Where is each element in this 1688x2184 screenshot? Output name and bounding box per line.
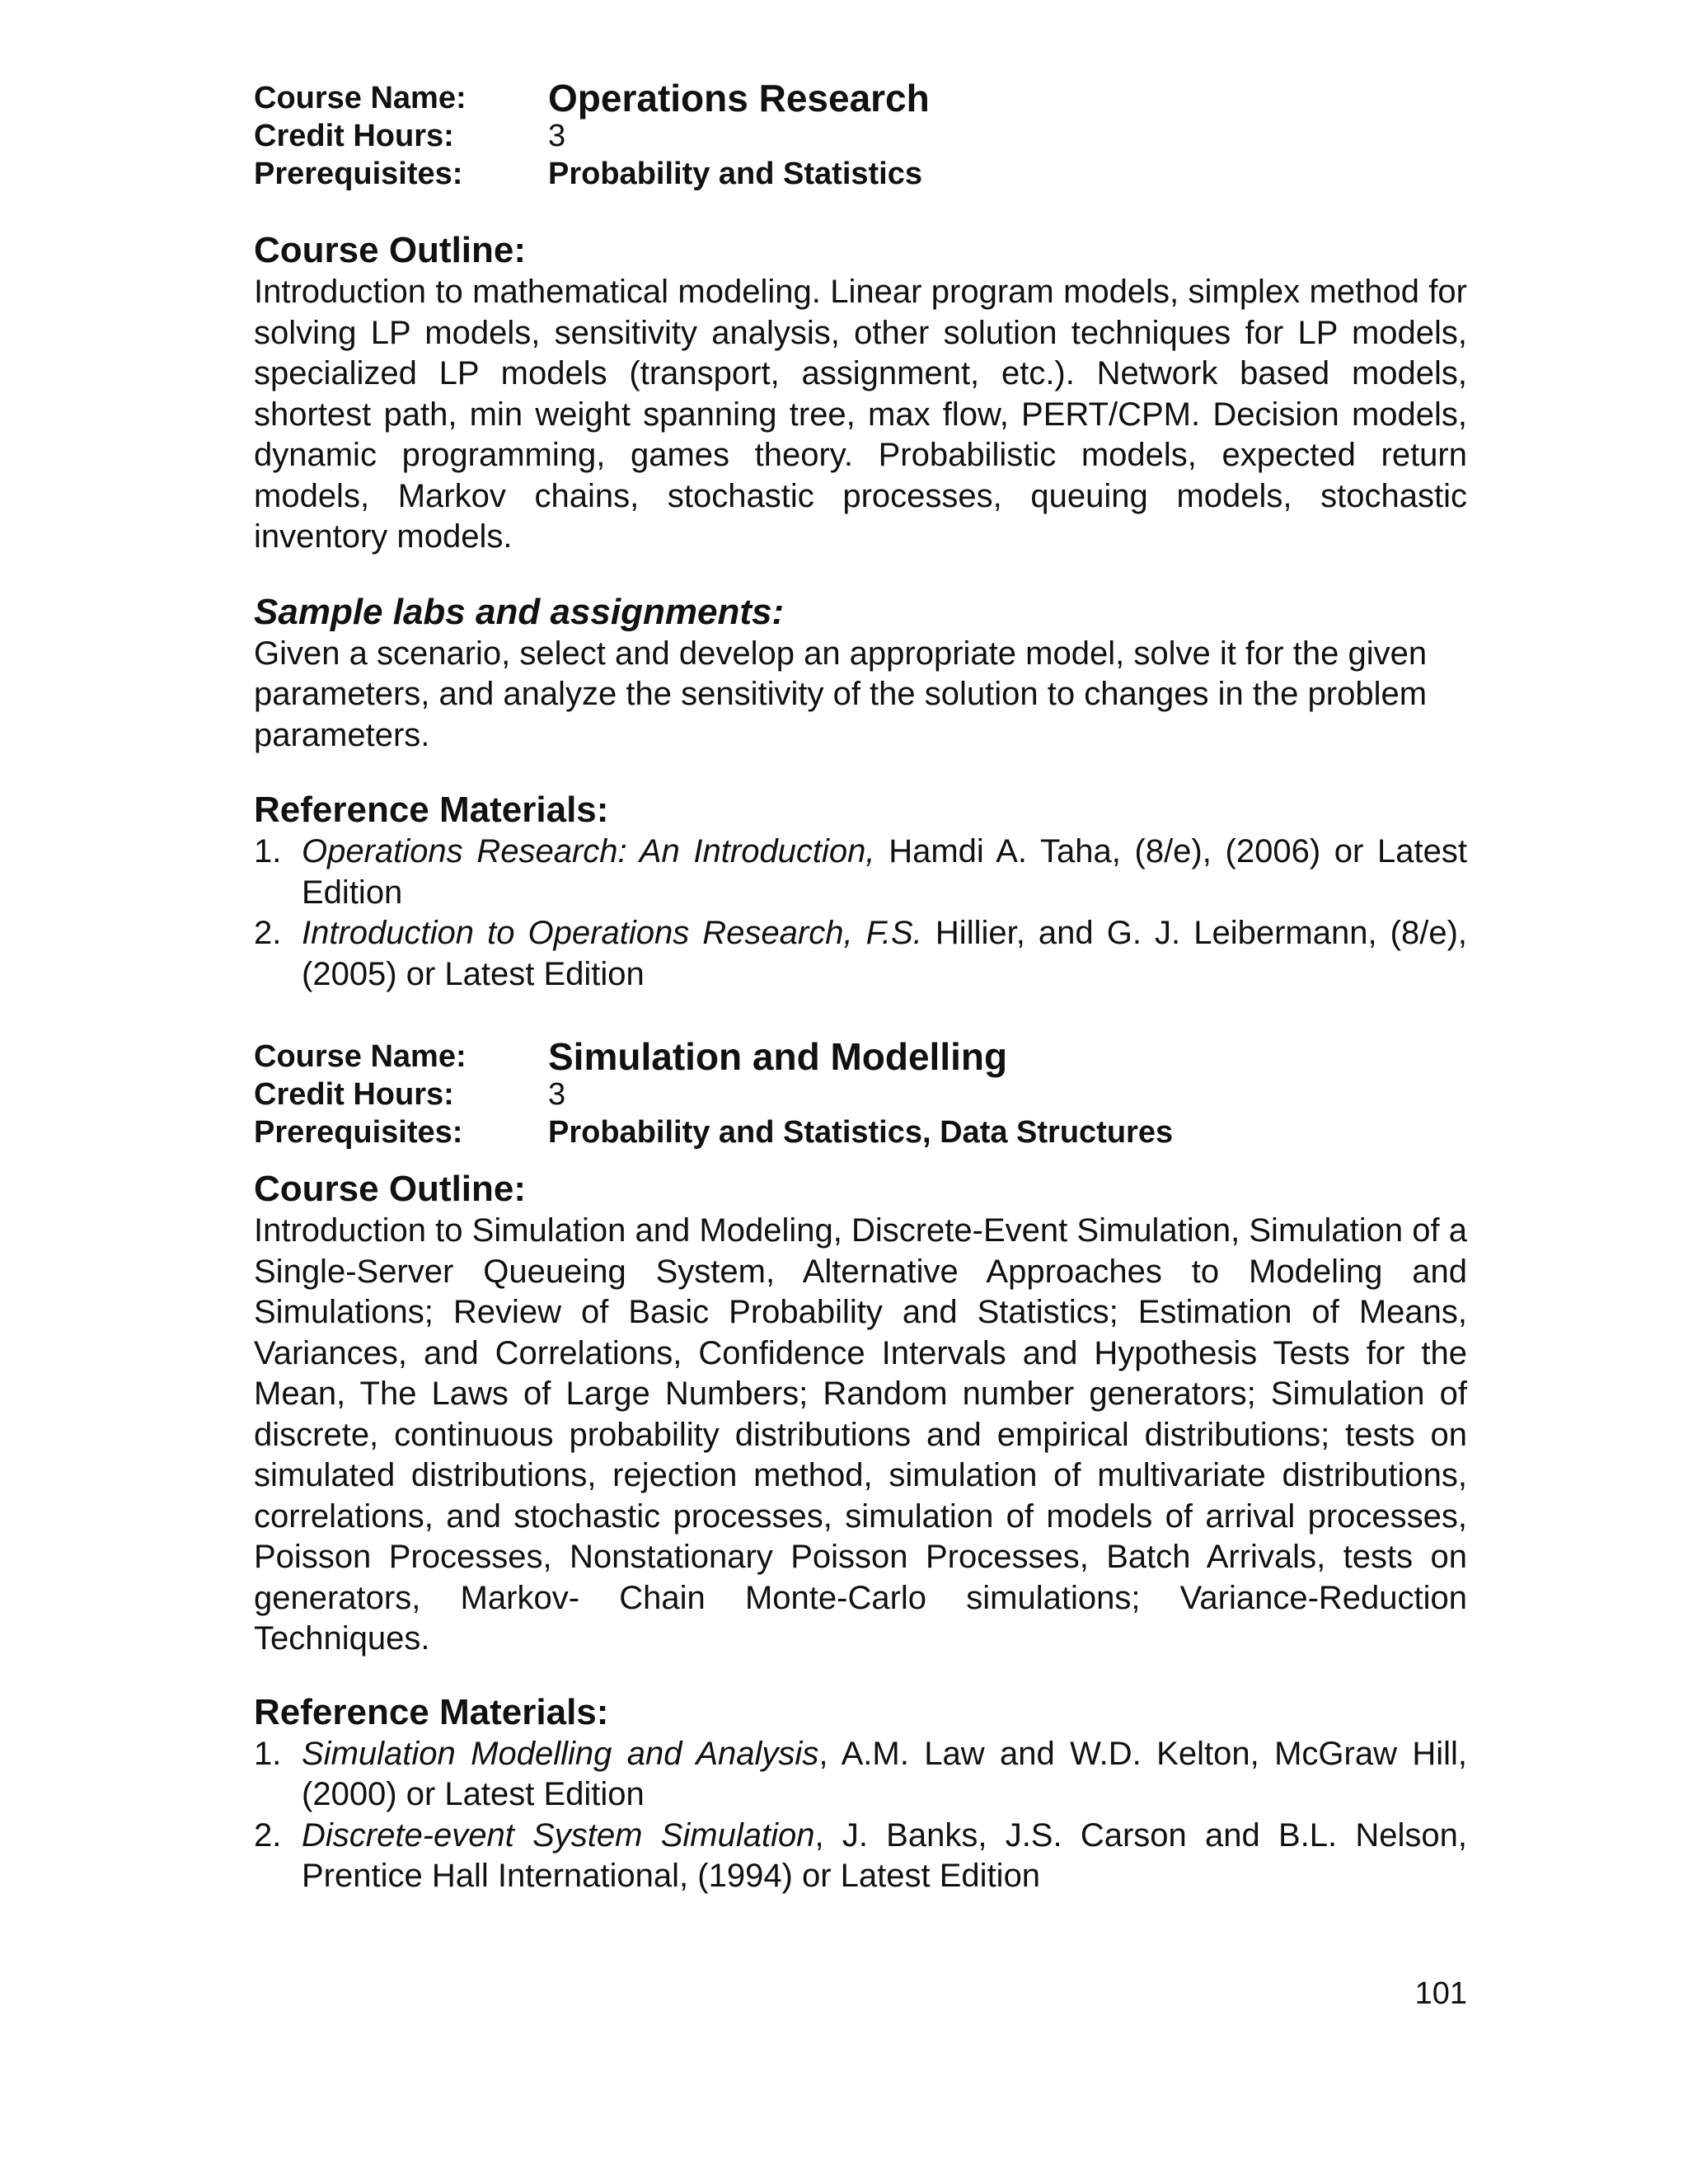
course-outline-text: Introduction to mathematical modeling. Linear program models, simplex method for solving LP models, sensitivity analysis, other solution techniques for LP models, specialized LP models (transport, assignment, etc.). Network based models, shortest path, min weight spanning tree, max flow, PERT/CPM. Decision models, dynamic programming, games theory. Probabilistic models, expected return models, Markov chains, stochastic processes, queuing models, stochastic inventory models. [254, 274, 1467, 555]
reference-title: Simulation Modelling and Analysis [302, 1735, 819, 1772]
reference-number: 2. [254, 1816, 282, 1854]
course-meta [254, 79, 1467, 193]
reference-list [254, 832, 1467, 995]
course-outline-section [254, 229, 1467, 558]
reference-title: Operations Research: An Introduction, [302, 833, 875, 869]
reference-item [254, 832, 1467, 913]
reference-materials-heading: Reference Materials: [254, 790, 609, 830]
reference-number: 2. [254, 915, 282, 951]
credit-hours-label: Credit Hours: [254, 119, 454, 153]
reference-materials-section [254, 1691, 1467, 1897]
course-outline-section [254, 1168, 1467, 1660]
reference-details: Hillier, and G. J. Leibermann, (8/e), (2005) or Latest Edition [302, 915, 1467, 992]
credit-hours-value: 3 [548, 119, 566, 153]
reference-item [254, 1816, 1467, 1897]
document-page [254, 79, 1467, 1897]
prerequisites-label: Prerequisites: [254, 1115, 463, 1150]
sample-labs-text: Given a scenario, select and develop an appropriate model, solve it for the given parameters, and analyze the sensitivity of the solution to changes in the problem parameters. [254, 635, 1428, 753]
course-outline-heading: Course Outline: [254, 1169, 527, 1209]
reference-number: 1. [254, 833, 282, 869]
course-meta [254, 1035, 1467, 1151]
course-name: Operations Research [548, 77, 930, 120]
course-name-label: Course Name: [254, 1039, 467, 1074]
sample-labs-heading: Sample labs and assignments: [254, 591, 785, 632]
reference-title: Discrete-event System Simulation [302, 1816, 815, 1854]
course-operations-research [254, 79, 1467, 995]
course-simulation-modelling [254, 1035, 1468, 1897]
reference-materials-section [254, 789, 1467, 995]
reference-details: , J. Banks, J.S. Carson and B.L. Nelson, Prentice Hall International, (1994) or Latest Edition [302, 1816, 1468, 1894]
prerequisites-value: Probability and Statistics [548, 157, 922, 191]
course-name: Simulation and Modelling [548, 1035, 1008, 1078]
reference-details: , A.M. Law and W.D. Kelton, McGraw Hill, (2000) or Latest Edition [302, 1735, 1468, 1812]
reference-item [254, 1734, 1467, 1816]
reference-title: Introduction to Operations Research, F.S. [302, 915, 922, 951]
course-outline-heading: Course Outline: [254, 230, 527, 270]
prerequisites-label: Prerequisites: [254, 157, 463, 191]
course-outline-text: Introduction to Simulation and Modeling, Discrete-Event Simulation, Simulation of a Single-Server Queueing System, Alternative Approaches to Modeling and Simulations; Review of Basic Probability and Statistics; Estimation of Means, Variances, and Correlations, Confidence Intervals and Hypothesis Tests for the Mean, The Laws of Large Numbers; Random number generators; Simulation of discrete, continuous probability distributions and empirical distributions; tests on simulated distributions, rejection method, simulation of multivariate distributions, correlations, and stochastic processes, simulation of models of arrival processes, Poisson Processes, Nonstationary Poisson Processes, Batch Arrivals, tests on generators, Markov- Chain Monte-Carlo simulations; Variance-Reduction Techniques. [254, 1212, 1467, 1657]
reference-materials-heading: Reference Materials: [254, 1691, 609, 1732]
credit-hours-value: 3 [548, 1077, 566, 1112]
prerequisites-value: Probability and Statistics, Data Structures [548, 1115, 1174, 1150]
reference-details: Hamdi A. Taha, (8/e), (2006) or Latest Edition [302, 833, 1468, 911]
sample-labs-section [254, 591, 1467, 757]
page-number: 101 [1414, 1976, 1467, 2011]
reference-number: 1. [254, 1735, 282, 1772]
course-name-label: Course Name: [254, 81, 467, 115]
credit-hours-label: Credit Hours: [254, 1077, 454, 1112]
reference-list [254, 1734, 1467, 1897]
reference-item [254, 913, 1467, 995]
